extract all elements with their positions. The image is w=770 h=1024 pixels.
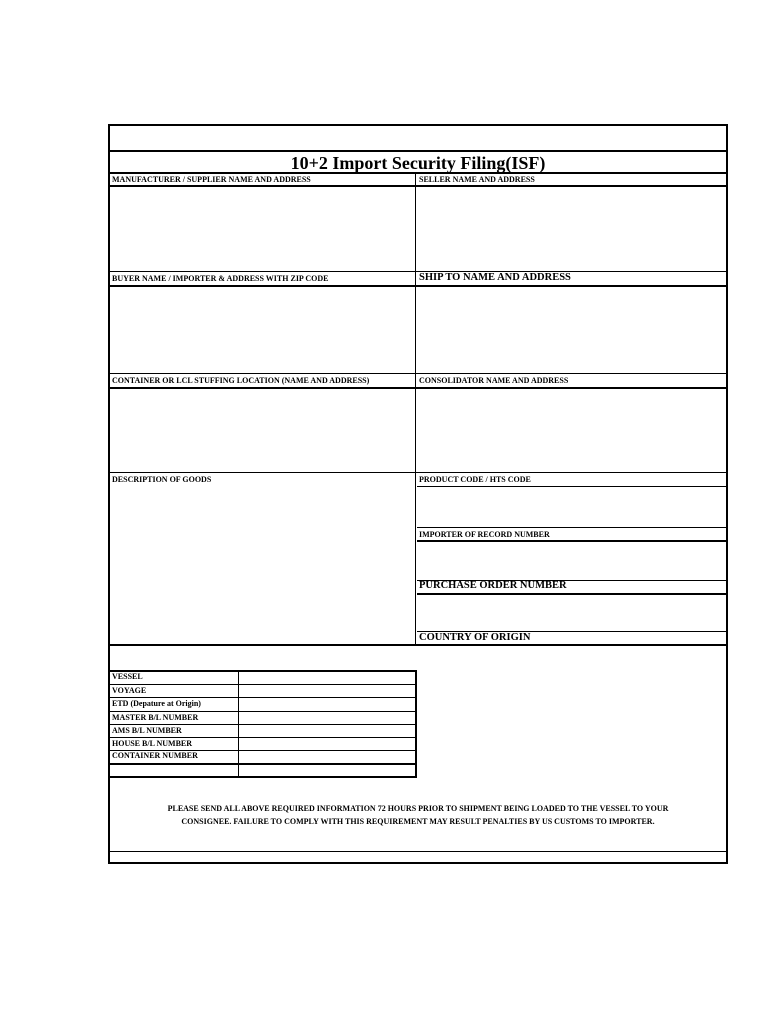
- container-location-field[interactable]: [110, 389, 414, 471]
- section3-bottom: [110, 472, 726, 473]
- seller-field[interactable]: [417, 187, 726, 270]
- purchase-order-label: PURCHASE ORDER NUMBER: [419, 580, 567, 591]
- column-divider: [415, 172, 416, 644]
- master-bl-field[interactable]: [240, 712, 414, 724]
- section1-bottom: [110, 271, 726, 272]
- importer-record-label: IMPORTER OF RECORD NUMBER: [419, 530, 550, 539]
- ship-to-field[interactable]: [417, 287, 726, 372]
- container-number-field[interactable]: [240, 751, 414, 763]
- section4-bottom: [110, 644, 726, 646]
- voyage-field[interactable]: [240, 685, 414, 697]
- manufacturer-field[interactable]: [110, 187, 414, 270]
- container-location-label: CONTAINER OR LCL STUFFING LOCATION (NAME AND ADDRESS): [112, 376, 370, 385]
- manufacturer-label: MANUFACTURER / SUPPLIER NAME AND ADDRESS: [112, 175, 311, 184]
- form-title: 10+2 Import Security Filing(ISF): [290, 153, 546, 173]
- buyer-field[interactable]: [110, 287, 414, 372]
- shipment-row-label: VESSEL: [112, 672, 143, 681]
- buyer-label: BUYER NAME / IMPORTER & ADDRESS WITH ZIP CODE: [112, 274, 329, 283]
- notice-text: [130, 802, 706, 828]
- consolidator-label: CONSOLIDATOR NAME AND ADDRESS: [419, 376, 569, 385]
- section2-bottom: [110, 373, 726, 374]
- description-label: DESCRIPTION OF GOODS: [112, 475, 212, 484]
- consolidator-field[interactable]: [417, 389, 726, 471]
- product-code-field[interactable]: [417, 487, 726, 527]
- footer-divider: [110, 851, 726, 852]
- shipment-row-label: MASTER B/L NUMBER: [112, 713, 199, 722]
- title-divider: [110, 172, 726, 174]
- ams-bl-field[interactable]: [240, 725, 414, 737]
- shipment-row-label: ETD (Depature at Origin): [112, 699, 201, 708]
- notice-line-1: PLEASE SEND ALL ABOVE REQUIRED INFORMATION 72 HOURS PRIOR TO SHIPMENT BEING LOADED TO THE VESSEL TO YOUR: [167, 804, 669, 813]
- purchase-order-field[interactable]: [417, 595, 726, 631]
- country-origin-label: COUNTRY OF ORIGIN: [419, 632, 531, 643]
- ship-to-label: SHIP TO NAME AND ADDRESS: [419, 272, 571, 283]
- notice-line-2: CONSIGNEE. FAILURE TO COMPLY WITH THIS REQUIREMENT MAY RESULT PENALTIES BY US CUSTOMS TO IMPORTER.: [181, 817, 655, 826]
- house-bl-field[interactable]: [240, 738, 414, 750]
- extra-field[interactable]: [240, 765, 414, 776]
- shipment-row-label: CONTAINER NUMBER: [112, 751, 198, 760]
- product-code-label: PRODUCT CODE / HTS CODE: [419, 475, 531, 484]
- description-field[interactable]: [110, 487, 414, 643]
- etd-field[interactable]: [240, 698, 414, 711]
- shipment-row-label: AMS B/L NUMBER: [112, 726, 182, 735]
- shipment-row-label: HOUSE B/L NUMBER: [112, 739, 193, 748]
- seller-label: SELLER NAME AND ADDRESS: [419, 175, 535, 184]
- vessel-field[interactable]: [240, 672, 414, 683]
- isf-form: [108, 124, 728, 864]
- product-code-bottom: [417, 527, 726, 528]
- shipment-row-label: VOYAGE: [112, 686, 147, 695]
- importer-record-field[interactable]: [417, 542, 726, 579]
